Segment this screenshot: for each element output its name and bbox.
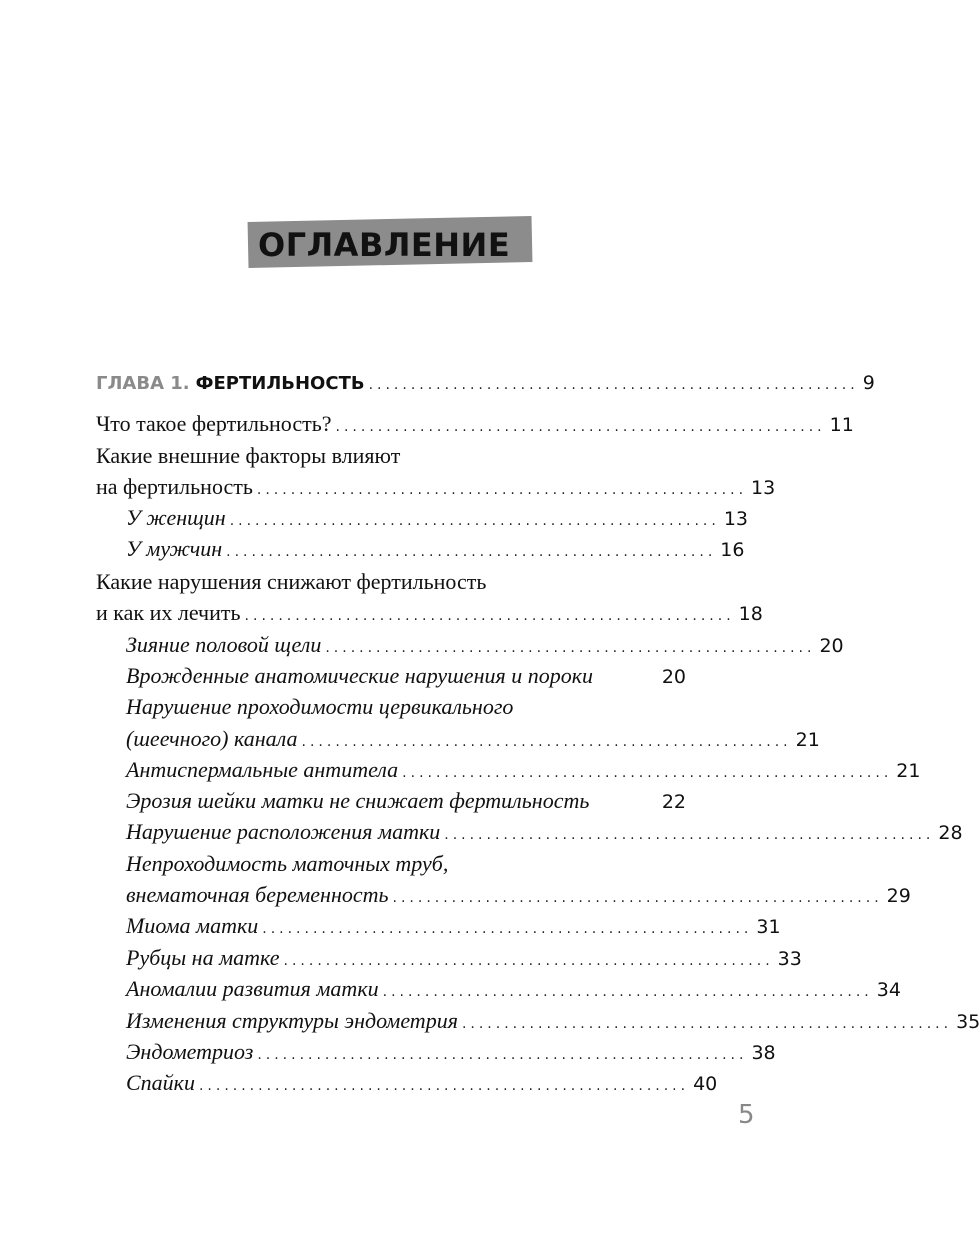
dot-leader: .......................................................... — [198, 1078, 690, 1094]
chapter-title: ФЕРТИЛЬНОСТЬ — [195, 373, 365, 394]
toc-subentry[interactable] — [126, 632, 844, 662]
toc-entry-text: Непроходимость маточных труб, — [126, 851, 449, 876]
dot-leader: .......................................................... — [226, 544, 717, 560]
toc-entry-text: Нарушение расположения матки — [126, 819, 441, 844]
toc-entry[interactable] — [96, 474, 776, 504]
dot-leader: .......................................................... — [244, 608, 735, 624]
toc-entry-text: Рубцы на матке — [126, 945, 280, 970]
toc-entry-text: У женщин — [126, 505, 226, 530]
toc-subentry[interactable] — [126, 1039, 776, 1069]
toc-subentry[interactable] — [126, 1008, 980, 1038]
page-number: 5 — [738, 1100, 755, 1130]
toc-entry-page: 20 — [661, 666, 686, 688]
toc-entry-page: 35 — [956, 1011, 980, 1033]
toc-entry-page: 22 — [661, 791, 686, 813]
toc-entry-page: 34 — [876, 979, 901, 1001]
toc-entry-text: на фертильность — [96, 474, 253, 499]
page-title: ОГЛАВЛЕНИЕ — [258, 226, 511, 264]
dot-leader: .......................................................... — [402, 765, 893, 781]
toc-entry-text: Изменения структуры эндометрия — [126, 1008, 458, 1033]
chapter-page-number: 9 — [862, 372, 875, 394]
toc-entry-page: 16 — [720, 539, 745, 561]
toc-subentry[interactable] — [126, 882, 911, 912]
toc-entry-text: Антиспермальные антитела — [126, 757, 399, 782]
toc-entry[interactable] — [96, 411, 854, 441]
toc-entry-text: Миома матки — [126, 913, 259, 938]
toc-chapter-row[interactable] — [96, 372, 875, 402]
toc-entry-page: 40 — [693, 1073, 718, 1095]
toc-entry-page: 29 — [886, 885, 911, 907]
toc-subentry[interactable] — [126, 663, 686, 693]
toc-entry-text: Спайки — [126, 1070, 195, 1095]
toc-entry-page: 11 — [829, 414, 854, 436]
toc-entry-line[interactable] — [126, 694, 686, 724]
toc-entry-text: Нарушение проходимости цервикального — [126, 694, 514, 719]
toc-entry-text: Аномалии развития матки — [126, 976, 379, 1001]
toc-entry[interactable] — [96, 600, 763, 630]
toc-entry-page: 13 — [723, 508, 748, 530]
toc-entry-page: 20 — [819, 635, 844, 657]
toc-subentry[interactable] — [126, 757, 921, 787]
toc-entry-text: (шеечного) канала — [126, 726, 298, 751]
toc-entry-page: 31 — [756, 916, 781, 938]
dot-leader: .......................................................... — [461, 1016, 953, 1032]
toc-entry-page: 38 — [751, 1042, 776, 1064]
dot-leader: .......................................................... — [392, 890, 883, 906]
toc-subentry[interactable] — [126, 788, 686, 818]
toc-entry-line[interactable] — [96, 443, 686, 473]
toc-entry-text: Какие внешние факторы влияют — [96, 443, 401, 468]
dot-leader: .......................................................... — [229, 513, 720, 529]
dot-leader: .......................................................... — [262, 921, 753, 937]
dot-leader: .......................................................... — [368, 377, 859, 393]
toc-entry-text: Эндометриоз — [126, 1039, 254, 1064]
toc-entry-text: Эрозия шейки матки не снижает фертильность — [126, 788, 590, 813]
toc-subentry[interactable] — [126, 1070, 718, 1100]
dot-leader: .......................................................... — [256, 482, 748, 498]
toc-subentry[interactable] — [126, 536, 745, 566]
dot-leader: .......................................................... — [382, 984, 873, 1000]
dot-leader: .......................................................... — [257, 1047, 748, 1063]
toc-entry-text: У мужчин — [126, 536, 223, 561]
toc-entry-text: Зияние половой щели — [126, 632, 322, 657]
toc-subentry[interactable] — [126, 505, 748, 535]
chapter-label: ГЛАВА 1. — [96, 373, 190, 394]
toc-entry-text: Что такое фертильность? — [96, 411, 332, 436]
toc-entry-page: 21 — [896, 760, 921, 782]
toc-subentry[interactable] — [126, 913, 781, 943]
toc-entry-page: 18 — [738, 603, 763, 625]
toc-subentry[interactable] — [126, 976, 901, 1006]
dot-leader: .......................................................... — [444, 827, 935, 843]
dot-leader: .......................................................... — [301, 734, 792, 750]
toc-entry-text: и как их лечить — [96, 600, 241, 625]
dot-leader: .......................................................... — [335, 419, 826, 435]
toc-subentry[interactable] — [126, 726, 820, 756]
toc-entry-text: внематочная беременность — [126, 882, 389, 907]
toc-subentry[interactable] — [126, 945, 802, 975]
toc-entry-text: Какие нарушения снижают фертильность — [96, 569, 487, 594]
toc-entry-text: Врожденные анатомические нарушения и пороки — [126, 663, 593, 688]
toc-entry-page: 28 — [938, 822, 963, 844]
toc-subentry[interactable] — [126, 819, 963, 849]
dot-leader: .......................................................... — [283, 953, 774, 969]
toc-entry-line[interactable] — [126, 851, 686, 881]
toc-entry-page: 33 — [777, 948, 802, 970]
toc-entry-page: 13 — [751, 477, 776, 499]
toc-entry-page: 21 — [795, 729, 820, 751]
dot-leader: .......................................................... — [325, 640, 816, 656]
toc-entry-line[interactable] — [96, 569, 686, 599]
